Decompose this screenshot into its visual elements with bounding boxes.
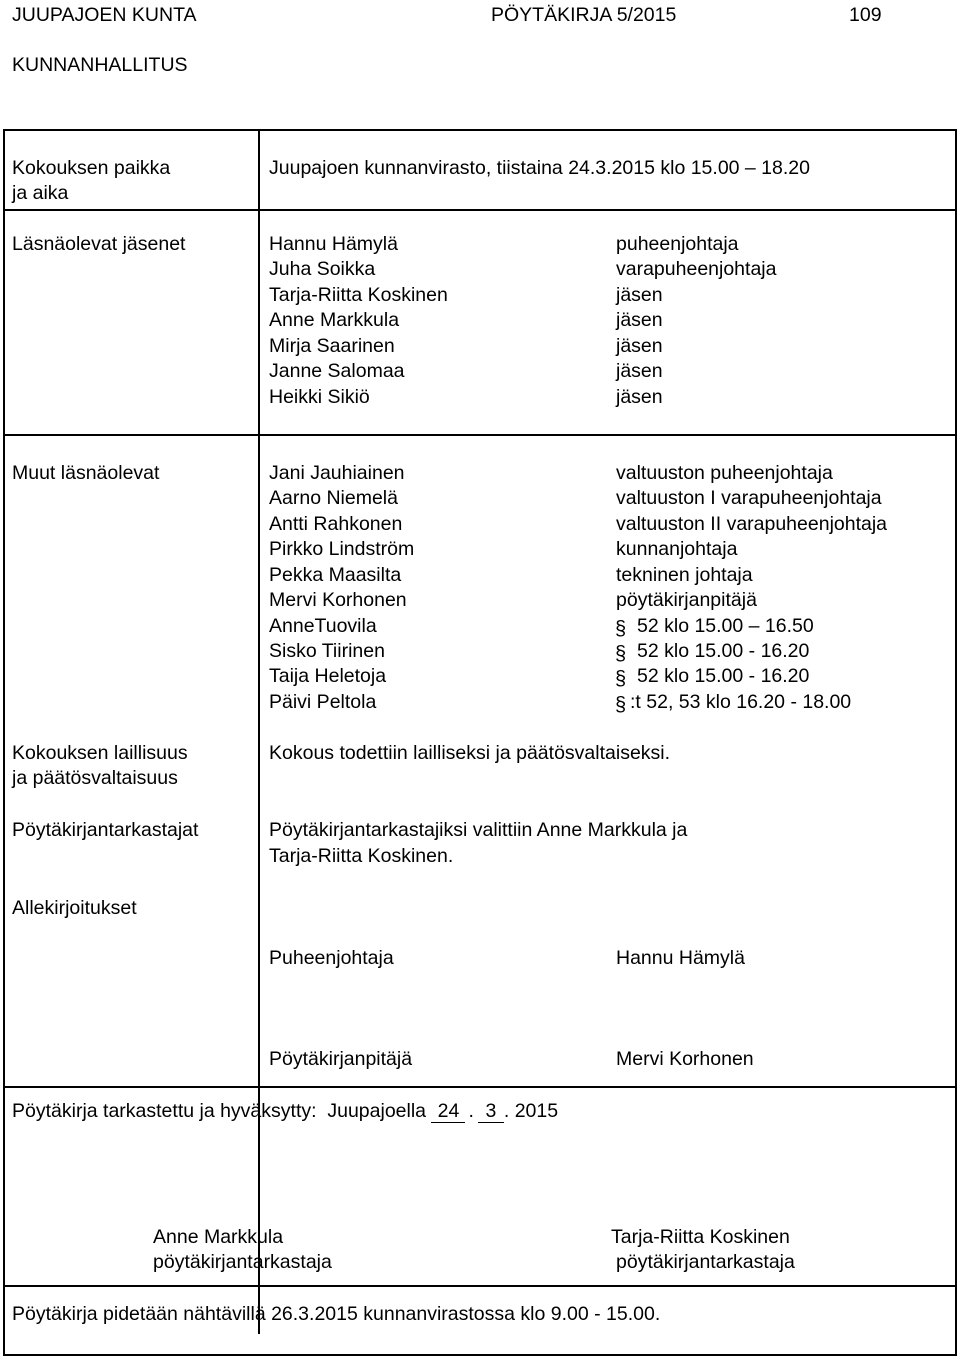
inspectors-label: Pöytäkirjantarkastajat bbox=[12, 819, 199, 841]
meeting-time-label: ja aika bbox=[12, 182, 69, 204]
member-name: Hannu Hämylä bbox=[269, 233, 398, 255]
legality-label-2: ja päätösvaltaisuus bbox=[12, 767, 178, 789]
inspectors-text-2: Tarja-Riitta Koskinen. bbox=[269, 845, 454, 867]
attendee-name: Pekka Maasilta bbox=[269, 564, 402, 586]
attendee-role: 52 klo 15.00 - 16.20 bbox=[637, 665, 810, 687]
attendee-name: AnneTuovila bbox=[269, 615, 377, 637]
attendee-name: Sisko Tiirinen bbox=[269, 640, 385, 662]
present-members-label: Läsnäolevat jäsenet bbox=[12, 233, 186, 255]
attendee-name: Mervi Korhonen bbox=[269, 589, 407, 611]
attendee-role: tekninen johtaja bbox=[616, 564, 753, 586]
member-name: Janne Salomaa bbox=[269, 360, 405, 382]
svg-text:§: § bbox=[615, 643, 627, 664]
member-name: Anne Markkula bbox=[269, 309, 400, 331]
attendee-role: valtuuston II varapuheenjohtaja bbox=[616, 513, 888, 535]
row-divider-2 bbox=[3, 434, 957, 436]
chair-name: Hannu Hämylä bbox=[616, 947, 745, 969]
section-sign-icon bbox=[614, 691, 630, 715]
attendee-role: pöytäkirjanpitäjä bbox=[616, 589, 757, 611]
attendee-name: Antti Rahkonen bbox=[269, 513, 403, 535]
member-name: Tarja-Riitta Koskinen bbox=[269, 284, 448, 306]
inspector-2-name: Tarja-Riitta Koskinen bbox=[611, 1226, 790, 1248]
inspector-1-title: pöytäkirjantarkastaja bbox=[153, 1251, 332, 1273]
svg-text:§: § bbox=[615, 618, 627, 639]
svg-text:§: § bbox=[615, 668, 627, 689]
inspector-1-name: Anne Markkula bbox=[153, 1226, 284, 1248]
member-name: Heikki Sikiö bbox=[269, 386, 370, 408]
row-divider-4 bbox=[3, 1285, 957, 1287]
attendee-name: Aarno Niemelä bbox=[269, 487, 398, 509]
attendee-name: Pirkko Lindström bbox=[269, 538, 415, 560]
member-name: Mirja Saarinen bbox=[269, 335, 395, 357]
attendee-name: Päivi Peltola bbox=[269, 691, 377, 713]
row-divider-3 bbox=[3, 1086, 957, 1088]
inspector-2-title: pöytäkirjantarkastaja bbox=[616, 1251, 795, 1273]
page-number: 109 bbox=[849, 4, 882, 26]
approval-month: 3 bbox=[478, 1101, 504, 1123]
public-display-notice: Pöytäkirja pidetään nähtävillä 26.3.2015 kunnanvirastossa klo 9.00 - 15.00. bbox=[12, 1303, 661, 1325]
svg-text:§: § bbox=[615, 694, 627, 715]
table-bottom-border bbox=[3, 1354, 957, 1356]
document-title: PÖYTÄKIRJA 5/2015 bbox=[491, 4, 677, 26]
secretary-title: Pöytäkirjanpitäjä bbox=[269, 1048, 413, 1070]
attendee-role: kunnanjohtaja bbox=[616, 538, 738, 560]
member-role: puheenjohtaja bbox=[616, 233, 739, 255]
attendee-role: valtuuston I varapuheenjohtaja bbox=[616, 487, 882, 509]
row-divider-1 bbox=[3, 209, 957, 211]
signatures-label: Allekirjoitukset bbox=[12, 897, 137, 919]
member-name: Juha Soikka bbox=[269, 258, 376, 280]
other-attendees-label: Muut läsnäolevat bbox=[12, 462, 160, 484]
member-role: jäsen bbox=[616, 309, 663, 331]
table-top-border bbox=[3, 129, 957, 131]
member-role: jäsen bbox=[616, 335, 663, 357]
chair-title: Puheenjohtaja bbox=[269, 947, 394, 969]
member-role: varapuheenjohtaja bbox=[616, 258, 777, 280]
attendee-role: valtuuston puheenjohtaja bbox=[616, 462, 833, 484]
governing-body: KUNNANHALLITUS bbox=[12, 54, 188, 76]
approval-prefix: Pöytäkirja tarkastettu ja hyväksytty: Juupajoella bbox=[12, 1100, 432, 1122]
attendee-role: :t 52, 53 klo 16.20 - 18.00 bbox=[630, 691, 852, 713]
attendee-role: 52 klo 15.00 – 16.50 bbox=[637, 615, 814, 637]
legality-text: Kokous todettiin lailliseksi ja päätösvaltaiseksi. bbox=[269, 742, 671, 764]
member-role: jäsen bbox=[616, 360, 663, 382]
legality-label: Kokouksen laillisuus bbox=[12, 742, 188, 764]
table-left-border bbox=[3, 129, 5, 1356]
attendee-name: Jani Jauhiainen bbox=[269, 462, 405, 484]
approval-day: 24 bbox=[431, 1101, 465, 1123]
section-sign-icon bbox=[614, 615, 630, 639]
attendee-name: Taija Heletoja bbox=[269, 665, 387, 687]
approval-suffix: . 2015 bbox=[503, 1100, 559, 1122]
section-sign-icon bbox=[614, 665, 630, 689]
approval-line bbox=[12, 1099, 558, 1124]
attendee-role: 52 klo 15.00 - 16.20 bbox=[637, 640, 810, 662]
secretary-name: Mervi Korhonen bbox=[616, 1048, 754, 1070]
table-right-border bbox=[955, 129, 957, 1356]
column-divider bbox=[258, 129, 260, 1334]
municipality-name: JUUPAJOEN KUNTA bbox=[12, 4, 197, 26]
meeting-place-value: Juupajoen kunnanvirasto, tiistaina 24.3.2015 klo 15.00 – 18.20 bbox=[269, 157, 810, 179]
meeting-place-label: Kokouksen paikka bbox=[12, 157, 171, 179]
member-role: jäsen bbox=[616, 386, 663, 408]
inspectors-text: Pöytäkirjantarkastajiksi valittiin Anne Markkula ja bbox=[269, 819, 688, 841]
approval-separator: . bbox=[468, 1100, 474, 1122]
member-role: jäsen bbox=[616, 284, 663, 306]
section-sign-icon bbox=[614, 640, 630, 664]
